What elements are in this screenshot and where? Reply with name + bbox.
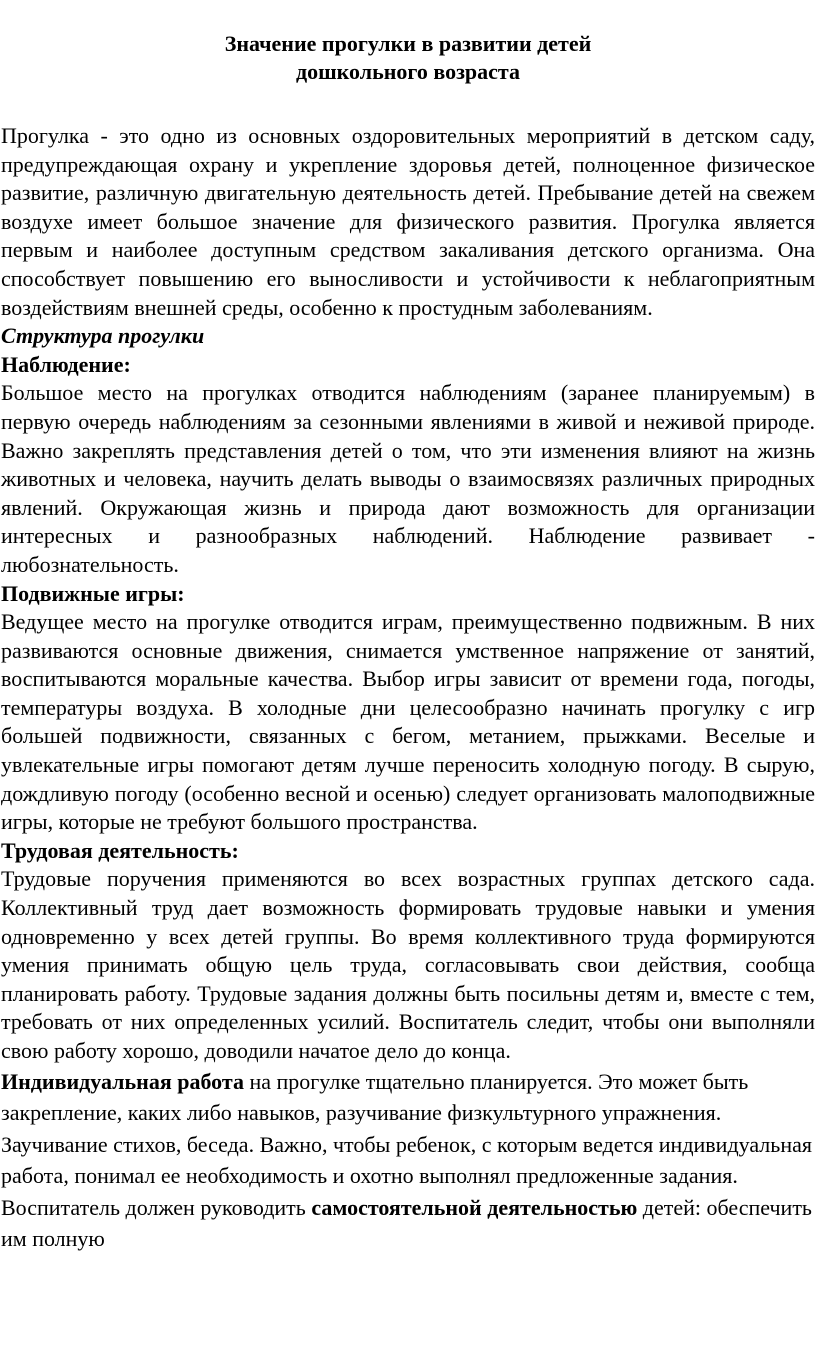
games-paragraph: Ведущее место на прогулке отводится играм, преимущественно подвижным. В них развиваются основные движения, снимается умственное напряжение от занятий, воспитываются моральные качества. Выбор игры зависит от времени года, погоды, температуры воздуха. В холодные дни целесообразно начинать прогулку с игр большей подвижности, связанных с бегом, метанием, прыжками. Веселые и увлекательные игры помогают детям лучше переносить холодную погоду. В сырую, дождливую погоду (особенно весной и осенью) следует организовать малоподвижные игры, которые не требуют большого пространства. bbox=[1, 609, 815, 835]
labor-paragraph: Трудовые поручения применяются во всех возрастных группах детского сада. Коллективный труд дает возможность формировать трудовые навыки и умения одновременно у всех детей группы. Во время коллективного труда формируются умения принимать общую цель труда, согласовывать свои действия, сообща планировать работу. Трудовые задания должны быть посильны детям и, вместе с тем, требовать от них определенных усилий. Воспитатель следит, чтобы они выполняли свою работу хорошо, доводили начатое дело до конца. bbox=[1, 866, 815, 1063]
independent-activity-text: детей: обеспечить им полную bbox=[1, 1194, 812, 1252]
labor-heading: Трудовая деятельность: bbox=[1, 837, 239, 863]
structure-heading: Структура прогулки bbox=[1, 323, 205, 349]
intro-paragraph: Прогулка - это одно из основных оздоровительных мероприятий в детском саду, предупреждающая охрану и укрепление здоровья детей, полноценное физическое развитие, различную двигательную деятельность детей. Пребывание детей на свежем воздухе имеет большое значение для физического развития. Прогулка является первым и наиболее доступным средством закаливания детского организма. Она способствует повышению его выносливости и устойчивости к неблагоприятным воздействиям внешней среды, особенно к простудным заболеваниям. bbox=[1, 123, 815, 320]
individual-work-text: на прогулке тщательно планируется. Это может быть закрепление, каких либо навыков, разучивание физкультурного упражнения. Заучивание стихов, беседа. Важно, чтобы ребенок, с которым ведется индивидуальная работа, понимал ее необходимость и охотно выполнял предложенные задания. Воспитатель должен руководить bbox=[1, 1068, 812, 1220]
document-body bbox=[1, 122, 815, 1255]
observation-paragraph: Большое место на прогулках отводится наблюдениям (заранее планируемым) в первую очередь наблюдениям за сезонными явлениями в живой и неживой природе. Важно закреплять представления детей о том, что эти изменения влияют на жизнь животных и человека, научить делать выводы о взаимосвязях различных природных явлений. Окружающая жизнь и природа дают возможность для организации интересных и разнообразных наблюдений. Наблюдение развивает - любознательность. bbox=[1, 380, 815, 577]
observation-heading: Наблюдение: bbox=[1, 351, 131, 377]
document-title-line-1: Значение прогулки в развитии детей bbox=[224, 31, 592, 56]
individual-work-paragraph bbox=[1, 1066, 815, 1255]
document-title-line-2: дошкольного возраста bbox=[295, 59, 521, 84]
games-heading: Подвижные игры: bbox=[1, 580, 185, 606]
individual-work-term: Индивидуальная работа bbox=[1, 1068, 244, 1094]
independent-activity-term: самостоятельной деятельностью bbox=[311, 1194, 638, 1220]
